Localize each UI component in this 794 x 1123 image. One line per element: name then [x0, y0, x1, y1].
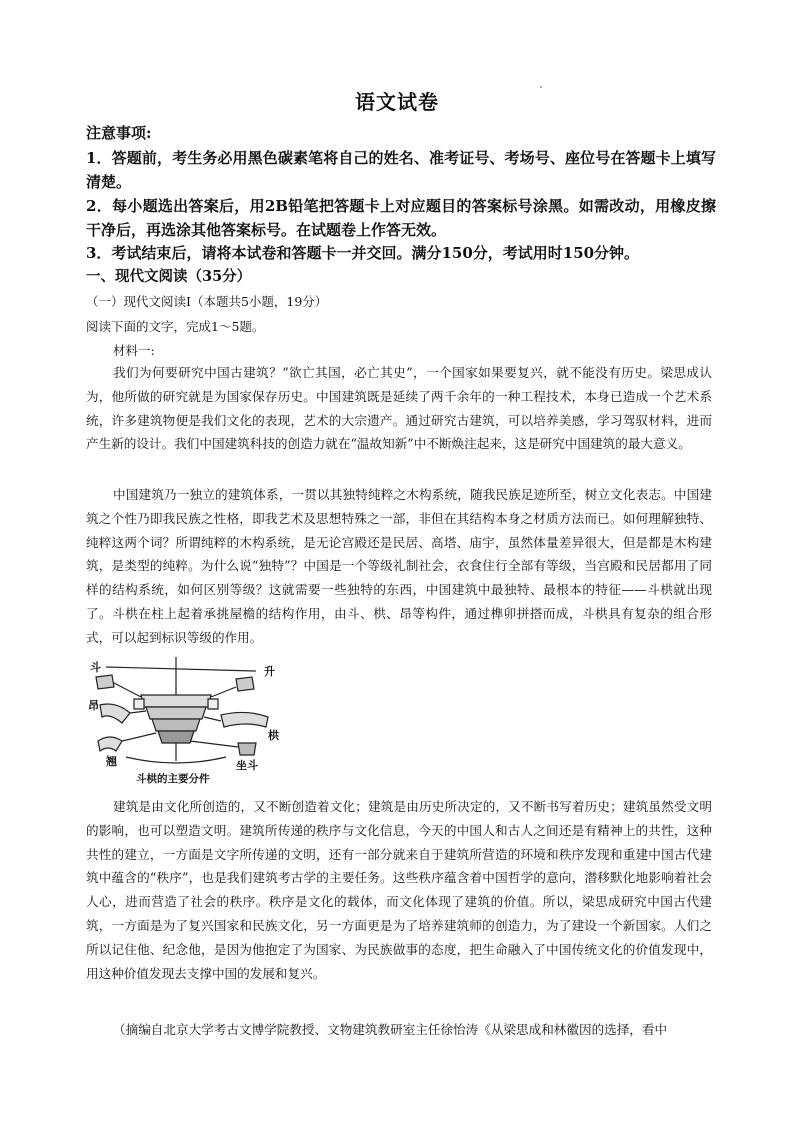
dougong-figure — [86, 657, 286, 787]
paragraph: 我们为何要研究中国古建筑？“欲亡其国，必亡其史”，一个国家如果要复兴，就不能没有历史。梁思成认为，他所做的研究就是为国家保存历史。中国建筑既是延续了两千余年的一种工程技术，本身已造成一个艺术系统，许多建筑物便是我们文化的表现，艺术的大宗遗产。通过研究古建筑，可以培养美感，学习驾驭材料，进而产生新的设计。我们中国建筑科技的创造力就在“温故知新”中不断焕注起来，这是研究中国建筑的最大意义。 — [86, 365, 712, 452]
label-zuodou: 坐斗 — [236, 759, 258, 772]
paragraph: 建筑是由文化所创造的，又不断创造着文化；建筑是由历史所决定的，又不断书写着历史；建筑虽然受文明的影响，也可以塑造文明。建筑所传递的秩序与文化信息，今天的中国人和古人之间还是有精神上的共性，这种共性的建立，一方面是文字所传递的文明，还有一部分就来自于建筑所营造的环境和秩序发现和重建中国古代建筑中蕴含的“秩序”，也是我们建筑考古学的主要任务。这些秩序蕴含着中国哲学的意向，潜移默化地影响着社会人心，进而营造了社会的秩序。秩序是文化的载体，而文化体现了建筑的价值。所以，梁思成研究中国古代建筑，一方面是为了复兴国家和民族文化，另一方面更是为了培养建筑师的创造力，为了建设一个新国家。人们之所以记住他、纪念他，是因为他抱定了为国家、为民族做事的态度，把生命融入了中国传统文化的价值发现中，用这种价值发现去支撑中国的发展和复兴。 — [86, 799, 712, 981]
label-qiao: 翘 — [106, 755, 117, 768]
reading-instruction: 阅读下面的文字，完成1～5题。 — [86, 319, 265, 334]
section-heading: 一、现代文阅读（35分） — [86, 268, 252, 285]
notice-item: 2．每小题选出答案后，用2B铅笔把答题卡上对应题目的答案标号涂黑。如需改动，用橡皮擦干净后，再选涂其他答案标号。在试题卷上作答无效。 — [86, 197, 716, 239]
label-ang: 昂 — [88, 699, 99, 712]
notice-item: 1．答题前，考生务必用黑色碳素笔将自己的姓名、准考证号、考场号、座位号在答题卡上填写清楚。 — [86, 149, 716, 191]
label-sheng: 升 — [264, 665, 275, 678]
label-gong: 栱 — [268, 729, 279, 742]
source-note: （摘编自北京大学考古文博学院教授、文物建筑教研室主任徐怡涛《从梁思成和林徽因的选择，看中 — [113, 1022, 668, 1037]
notice-heading: 注意事项: — [86, 124, 152, 142]
paragraph: 中国建筑乃一独立的建筑体系，一贯以其独特纯粹之木构系统，随我民族足迹所至，树立文化表志。中国建筑之个性乃即我民族之性格，即我艺术及思想特殊之一部，非但在其结构本身之材质方法而已。如何理解独特、纯粹这两个词？所谓纯粹的木构系统，是无论宫殿还是民居、高塔、庙宇，虽然体量差异很大，但是都是木构建筑，是类型的纯粹。为什么说“独特”？中国是一个等级礼制社会，衣食住行全部有等级，当宫殿和民居都用了同样的结构系统，如何区别等级？这就需要一些独特的东西，中国建筑中最独特、最根本的特征——斗栱就出现了。斗栱在柱上起着承挑屋檐的结构作用，由斗、栱、昂等构件，通过榫卯拼搭而成，斗栱具有复杂的组合形式，可以起到标识等级的作用。 — [86, 487, 712, 645]
subsection-heading: （一）现代文阅读Ⅰ（本题共5小题，19分） — [86, 294, 328, 309]
notice-item: 3．考试结束后，请将本试卷和答题卡一并交回。满分150分，考试用时150分钟。 — [86, 244, 640, 262]
material-label: 材料一: — [113, 343, 155, 358]
label-dou: 斗 — [90, 661, 101, 674]
page-title: 语文试卷 — [355, 90, 439, 114]
figure-caption: 斗栱的主要分件 — [136, 773, 210, 785]
